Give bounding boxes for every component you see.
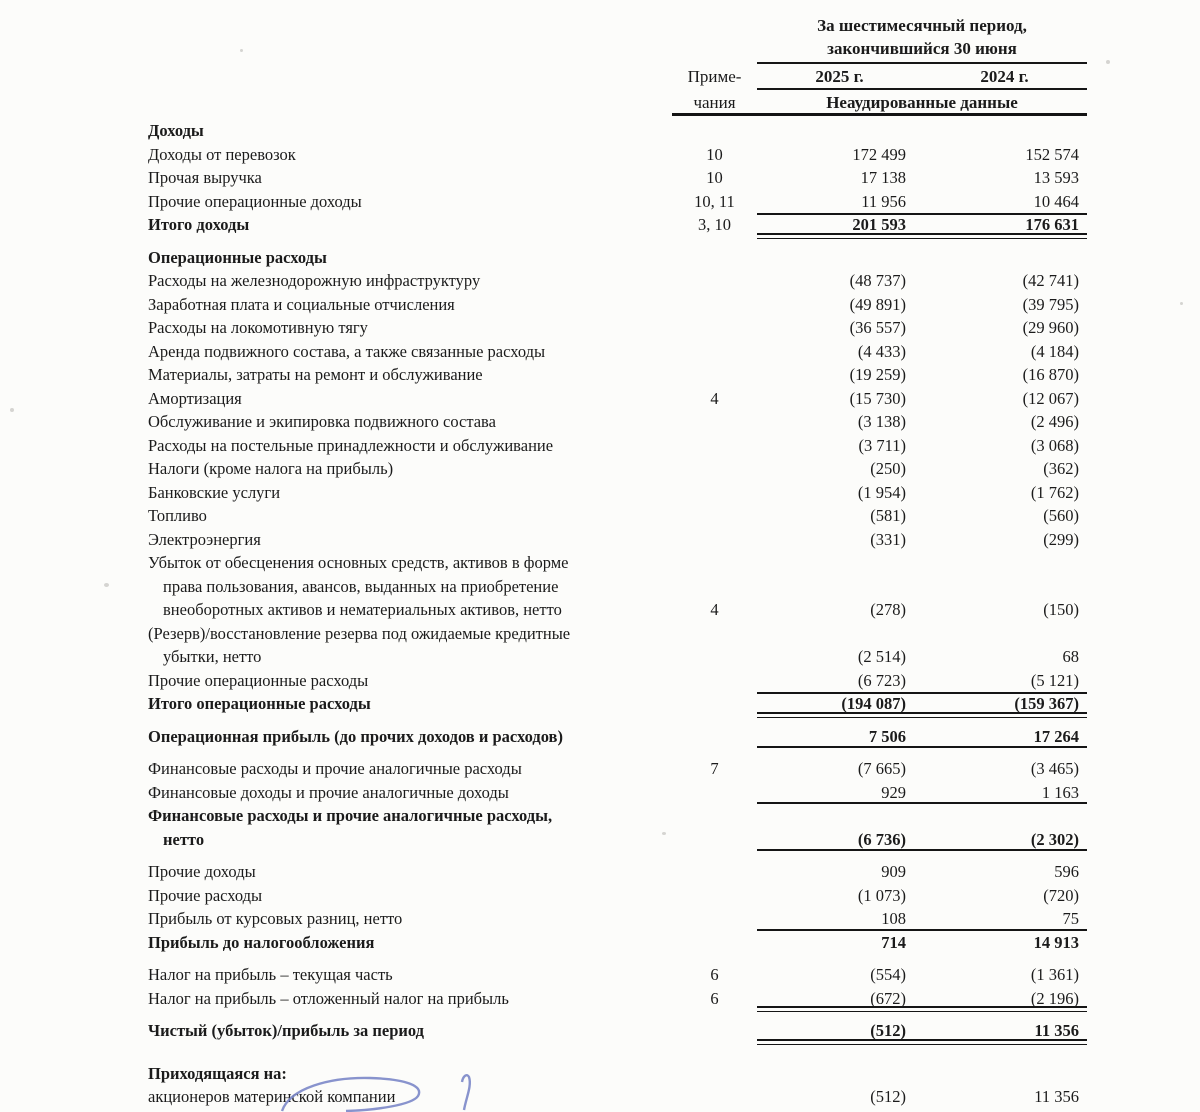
row-label: акционеров материнской компании bbox=[148, 1087, 396, 1106]
row-label: Операционная прибыль (до прочих доходов и расходов) bbox=[148, 726, 563, 746]
table-row bbox=[148, 804, 1087, 828]
period-title-line2: закончившийся 30 июня bbox=[827, 39, 1017, 58]
row-note bbox=[672, 316, 757, 340]
rule-top bbox=[757, 213, 1087, 215]
notes-column-header-line2: чания bbox=[693, 93, 736, 112]
value-2024: (560) bbox=[1043, 506, 1079, 525]
row-values bbox=[757, 246, 1087, 270]
row-values bbox=[757, 860, 1087, 884]
row-label: Аренда подвижного состава, а также связанные расходы bbox=[148, 341, 546, 361]
table-header-years bbox=[148, 64, 1087, 90]
value-2025: 201 593 bbox=[852, 215, 906, 234]
table-row bbox=[148, 434, 1087, 458]
rule-top bbox=[757, 692, 1087, 694]
row-note bbox=[672, 725, 757, 749]
value-2024: (16 870) bbox=[1022, 365, 1079, 384]
section-spacer bbox=[148, 851, 1087, 860]
row-label: Операционные расходы bbox=[148, 247, 327, 267]
value-2024: 68 bbox=[1062, 647, 1079, 666]
row-note bbox=[672, 828, 757, 852]
row-note: 10 bbox=[706, 144, 723, 164]
row-values bbox=[757, 1019, 1087, 1043]
row-label: Налог на прибыль – отложенный налог на прибыль bbox=[148, 988, 509, 1008]
row-label: Прочие доходы bbox=[148, 862, 256, 881]
value-2025: 172 499 bbox=[852, 144, 906, 164]
value-2024: (4 184) bbox=[1030, 341, 1079, 361]
table-row bbox=[148, 575, 1087, 599]
value-2024 bbox=[922, 551, 1087, 575]
row-label: Убыток от обесценения основных средств, активов в форме bbox=[148, 553, 569, 572]
row-note bbox=[672, 1085, 757, 1109]
value-2024: (159 367) bbox=[1014, 694, 1079, 713]
row-note bbox=[672, 692, 757, 716]
row-values bbox=[757, 575, 1087, 599]
row-note: 10 bbox=[706, 168, 723, 187]
table-body bbox=[148, 119, 1087, 1109]
year-2025-header: 2025 г. bbox=[815, 67, 864, 86]
row-note: 10, 11 bbox=[694, 191, 735, 211]
value-2025: (19 259) bbox=[849, 365, 906, 384]
value-2024: (2 302) bbox=[1030, 829, 1079, 849]
row-note bbox=[672, 528, 757, 552]
rule-bottom bbox=[757, 1006, 1087, 1012]
value-2025: 714 bbox=[881, 932, 906, 952]
row-label: Приходящаяся на: bbox=[148, 1063, 287, 1083]
value-2024 bbox=[922, 622, 1087, 646]
table-row bbox=[148, 860, 1087, 884]
row-values bbox=[757, 987, 1087, 1011]
row-values bbox=[757, 340, 1087, 364]
value-2024: (3 068) bbox=[1030, 435, 1079, 455]
value-2024: (42 741) bbox=[1022, 271, 1079, 290]
table-row bbox=[148, 622, 1087, 646]
table-row bbox=[148, 828, 1087, 852]
row-note bbox=[672, 884, 757, 908]
value-2025: 17 138 bbox=[860, 168, 906, 187]
table-row bbox=[148, 166, 1087, 190]
financial-table bbox=[148, 14, 1087, 1109]
value-2025 bbox=[757, 551, 922, 575]
value-2025: 7 506 bbox=[868, 726, 906, 746]
row-values bbox=[757, 781, 1087, 805]
value-2024: (3 465) bbox=[1030, 759, 1079, 778]
row-label: Прочая выручка bbox=[148, 168, 262, 187]
row-note: 4 bbox=[710, 388, 719, 408]
value-2024: (12 067) bbox=[1022, 388, 1079, 408]
value-2025: (7 665) bbox=[857, 759, 906, 778]
row-note bbox=[672, 781, 757, 805]
row-label: Заработная плата и социальные отчисления bbox=[148, 294, 455, 314]
row-values bbox=[757, 504, 1087, 528]
value-2025: (3 711) bbox=[858, 435, 906, 455]
row-values bbox=[757, 1085, 1087, 1109]
table-row bbox=[148, 363, 1087, 387]
value-2024: 14 913 bbox=[1033, 932, 1079, 952]
row-values bbox=[757, 410, 1087, 434]
row-label: Обслуживание и экипировка подвижного состава bbox=[148, 412, 496, 431]
table-row bbox=[148, 387, 1087, 411]
row-label: Прибыль до налогообложения bbox=[148, 932, 375, 952]
value-2025: (512) bbox=[870, 1087, 906, 1106]
table-row bbox=[148, 481, 1087, 505]
value-2024: (39 795) bbox=[1022, 294, 1079, 314]
row-label: Доходы от перевозок bbox=[148, 144, 296, 164]
value-2025 bbox=[757, 1062, 922, 1086]
row-label: Доходы bbox=[148, 121, 204, 140]
value-2024: (1 361) bbox=[1030, 965, 1079, 984]
row-values bbox=[757, 143, 1087, 167]
value-2025 bbox=[757, 804, 922, 828]
value-2025: 909 bbox=[881, 862, 906, 881]
row-values bbox=[757, 387, 1087, 411]
table-row bbox=[148, 119, 1087, 143]
row-note bbox=[672, 575, 757, 599]
value-2024: (1 762) bbox=[1030, 482, 1079, 502]
row-values bbox=[757, 213, 1087, 237]
signature-scribble-icon bbox=[268, 1072, 498, 1112]
row-values bbox=[757, 1062, 1087, 1086]
value-2025: 11 956 bbox=[861, 191, 906, 211]
row-label: Расходы на постельные принадлежности и обслуживание bbox=[148, 435, 554, 455]
value-2025: (49 891) bbox=[849, 294, 906, 314]
value-2024 bbox=[922, 1062, 1087, 1086]
row-values bbox=[757, 804, 1087, 828]
value-2025: (331) bbox=[870, 529, 906, 549]
table-row bbox=[148, 340, 1087, 364]
rule-bottom bbox=[757, 849, 1087, 851]
value-2024: 596 bbox=[1054, 862, 1079, 881]
value-2024 bbox=[922, 804, 1087, 828]
value-2025: (4 433) bbox=[857, 341, 906, 361]
value-2024: (362) bbox=[1043, 459, 1079, 478]
rule-bottom bbox=[757, 233, 1087, 239]
scan-speck bbox=[1180, 302, 1183, 305]
value-2025: (581) bbox=[870, 506, 906, 525]
row-values bbox=[757, 598, 1087, 622]
row-note bbox=[672, 434, 757, 458]
value-2025: (554) bbox=[870, 965, 906, 984]
section-spacer bbox=[148, 954, 1087, 963]
value-2025: (672) bbox=[870, 988, 906, 1008]
row-note bbox=[672, 481, 757, 505]
row-values bbox=[757, 551, 1087, 575]
value-2025: (2 514) bbox=[857, 647, 906, 666]
row-label: Налоги (кроме налога на прибыль) bbox=[148, 459, 394, 478]
table-row bbox=[148, 504, 1087, 528]
row-note bbox=[672, 551, 757, 575]
value-2024: 1 163 bbox=[1041, 782, 1079, 802]
year-2024-header: 2024 г. bbox=[980, 67, 1029, 86]
row-note bbox=[672, 269, 757, 293]
row-note bbox=[672, 1062, 757, 1086]
row-label: Итого операционные расходы bbox=[148, 694, 371, 713]
section-spacer bbox=[148, 748, 1087, 757]
row-label: Топливо bbox=[148, 506, 207, 525]
table-row bbox=[148, 598, 1087, 622]
row-label: Прочие расходы bbox=[148, 885, 263, 905]
row-note: 6 bbox=[710, 965, 719, 984]
row-label: Прочие операционные расходы bbox=[148, 670, 369, 690]
scan-speck bbox=[1106, 60, 1110, 64]
value-2024: 75 bbox=[1062, 909, 1079, 928]
value-2024 bbox=[922, 246, 1087, 270]
table-row bbox=[148, 669, 1087, 693]
row-note bbox=[672, 1019, 757, 1043]
row-values bbox=[757, 645, 1087, 669]
value-2024: 10 464 bbox=[1033, 191, 1079, 211]
row-note bbox=[672, 504, 757, 528]
row-values bbox=[757, 828, 1087, 852]
row-values bbox=[757, 363, 1087, 387]
row-values bbox=[757, 931, 1087, 955]
value-2025: (3 138) bbox=[857, 412, 906, 431]
table-row bbox=[148, 781, 1087, 805]
row-label: Финансовые доходы и прочие аналогичные доходы bbox=[148, 782, 509, 802]
row-label: нетто bbox=[163, 829, 205, 849]
row-values bbox=[757, 692, 1087, 716]
row-values bbox=[757, 166, 1087, 190]
row-note bbox=[672, 457, 757, 481]
table-row bbox=[148, 884, 1087, 908]
row-label: Налог на прибыль – текущая часть bbox=[148, 965, 393, 984]
row-label: Прибыль от курсовых разниц, нетто bbox=[148, 909, 403, 928]
notes-column-header-line1: Приме- bbox=[687, 67, 742, 86]
table-row bbox=[148, 143, 1087, 167]
row-values bbox=[757, 622, 1087, 646]
value-2025: (15 730) bbox=[849, 388, 906, 408]
table-row bbox=[148, 757, 1087, 781]
row-label: Материалы, затраты на ремонт и обслуживание bbox=[148, 365, 483, 384]
table-row bbox=[148, 190, 1087, 214]
row-note: 6 bbox=[710, 988, 719, 1008]
row-values bbox=[757, 293, 1087, 317]
row-values bbox=[757, 907, 1087, 931]
value-2025 bbox=[757, 119, 922, 143]
value-2025: (194 087) bbox=[841, 694, 906, 713]
row-note bbox=[672, 622, 757, 646]
row-values bbox=[757, 757, 1087, 781]
value-2025: (6 723) bbox=[857, 670, 906, 690]
value-2024: (2 496) bbox=[1030, 412, 1079, 431]
row-note bbox=[672, 293, 757, 317]
scan-speck bbox=[10, 408, 14, 412]
row-values bbox=[757, 884, 1087, 908]
value-2024: (5 121) bbox=[1030, 670, 1079, 690]
row-label: Чистый (убыток)/прибыль за период bbox=[148, 1021, 425, 1040]
row-label: внеоборотных активов и нематериальных активов, нетто bbox=[163, 600, 562, 619]
row-note bbox=[672, 804, 757, 828]
value-2024: (150) bbox=[1043, 600, 1079, 619]
value-2025: (6 736) bbox=[857, 829, 906, 849]
row-label: права пользования, авансов, выданных на приобретение bbox=[163, 576, 559, 596]
value-2024 bbox=[922, 119, 1087, 143]
row-values bbox=[757, 316, 1087, 340]
table-row bbox=[148, 931, 1087, 955]
table-row bbox=[148, 246, 1087, 270]
table-header-unaudited bbox=[148, 90, 1087, 116]
table-row bbox=[148, 457, 1087, 481]
row-note bbox=[672, 645, 757, 669]
value-2024 bbox=[922, 575, 1087, 599]
table-row bbox=[148, 293, 1087, 317]
value-2025: (48 737) bbox=[849, 271, 906, 290]
value-2024: (29 960) bbox=[1022, 318, 1079, 337]
scan-speck bbox=[240, 49, 243, 52]
row-label: Амортизация bbox=[148, 388, 242, 408]
value-2025: (1 073) bbox=[857, 885, 906, 905]
value-2025: (250) bbox=[870, 459, 906, 478]
row-note: 3, 10 bbox=[698, 215, 731, 234]
row-values bbox=[757, 669, 1087, 693]
value-2025: 929 bbox=[881, 782, 906, 802]
table-row bbox=[148, 213, 1087, 237]
row-note bbox=[672, 119, 757, 143]
value-2025 bbox=[757, 622, 922, 646]
row-values bbox=[757, 963, 1087, 987]
value-2025: (278) bbox=[870, 600, 906, 619]
value-2024: 17 264 bbox=[1033, 726, 1079, 746]
row-values bbox=[757, 190, 1087, 214]
row-label: Расходы на локомотивную тягу bbox=[148, 318, 368, 337]
table-row bbox=[148, 907, 1087, 931]
row-note bbox=[672, 931, 757, 955]
row-note bbox=[672, 363, 757, 387]
table-row bbox=[148, 528, 1087, 552]
table-row bbox=[148, 725, 1087, 749]
value-2024: 11 356 bbox=[1034, 1087, 1079, 1106]
scan-speck bbox=[662, 832, 666, 835]
value-2025: (1 954) bbox=[857, 482, 906, 502]
row-label: Банковские услуги bbox=[148, 482, 281, 502]
value-2024: 11 356 bbox=[1034, 1021, 1079, 1040]
row-label: Расходы на железнодорожную инфраструктуру bbox=[148, 271, 481, 290]
table-row bbox=[148, 410, 1087, 434]
row-values bbox=[757, 457, 1087, 481]
table-row bbox=[148, 963, 1087, 987]
row-label: (Резерв)/восстановление резерва под ожидаемые кредитные bbox=[148, 623, 571, 643]
row-values bbox=[757, 434, 1087, 458]
row-values bbox=[757, 119, 1087, 143]
value-2025: 108 bbox=[881, 909, 906, 928]
row-note bbox=[672, 669, 757, 693]
value-2025 bbox=[757, 246, 922, 270]
row-label: Итого доходы bbox=[148, 215, 250, 234]
row-note: 7 bbox=[710, 759, 719, 778]
value-2025 bbox=[757, 575, 922, 599]
rule-bottom bbox=[757, 1039, 1087, 1045]
period-title bbox=[757, 14, 1087, 64]
row-note: 4 bbox=[710, 600, 719, 619]
unaudited-label: Неаудированные данные bbox=[826, 93, 1018, 112]
row-values bbox=[757, 269, 1087, 293]
row-note bbox=[672, 907, 757, 931]
section-spacer bbox=[148, 1043, 1087, 1062]
row-label: Прочие операционные доходы bbox=[148, 191, 362, 211]
value-2024: (720) bbox=[1043, 885, 1079, 905]
scan-speck bbox=[104, 583, 109, 587]
value-2024: (2 196) bbox=[1030, 988, 1079, 1008]
row-values bbox=[757, 481, 1087, 505]
value-2025: (512) bbox=[870, 1021, 906, 1040]
table-row bbox=[148, 316, 1087, 340]
value-2024: (299) bbox=[1043, 529, 1079, 549]
row-label: Финансовые расходы и прочие аналогичные расходы bbox=[148, 759, 522, 778]
row-note bbox=[672, 246, 757, 270]
value-2024: 13 593 bbox=[1033, 168, 1079, 187]
value-2024: 152 574 bbox=[1025, 144, 1079, 164]
row-label: убытки, нетто bbox=[163, 647, 262, 666]
period-title-line1: За шестимесячный период, bbox=[817, 16, 1027, 35]
value-2025: (36 557) bbox=[849, 318, 906, 337]
row-values bbox=[757, 528, 1087, 552]
table-row bbox=[148, 269, 1087, 293]
rule-bottom bbox=[757, 712, 1087, 718]
table-row bbox=[148, 1019, 1087, 1043]
row-note bbox=[672, 410, 757, 434]
row-label: Электроэнергия bbox=[148, 529, 261, 549]
table-row bbox=[148, 987, 1087, 1011]
rule-bottom bbox=[757, 746, 1087, 748]
row-note bbox=[672, 860, 757, 884]
table-row bbox=[148, 692, 1087, 716]
value-2024: 176 631 bbox=[1025, 215, 1079, 234]
table-row bbox=[148, 551, 1087, 575]
table-row bbox=[148, 645, 1087, 669]
row-label: Финансовые расходы и прочие аналогичные расходы, bbox=[148, 806, 553, 825]
row-values bbox=[757, 725, 1087, 749]
row-note bbox=[672, 340, 757, 364]
